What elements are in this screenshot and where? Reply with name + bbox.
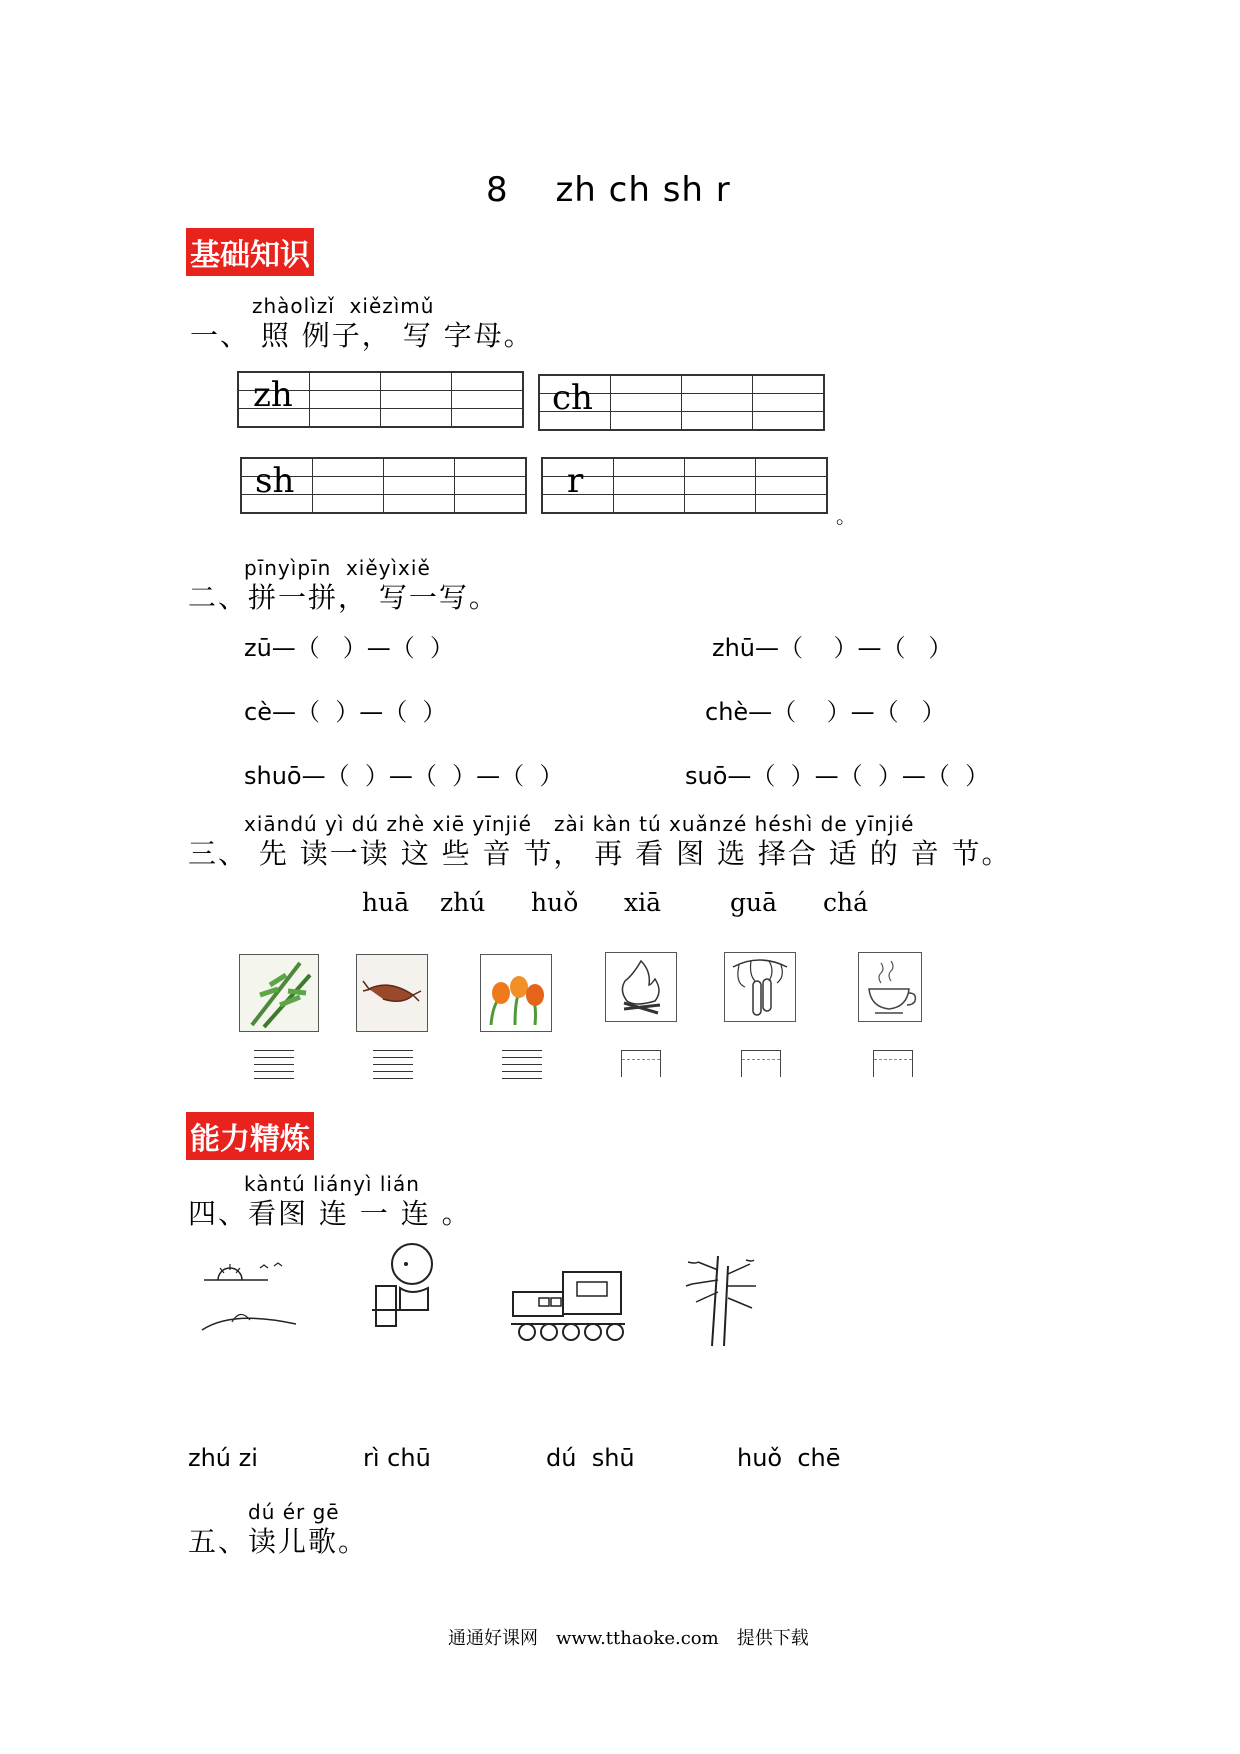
- answer-lines-1[interactable]: [254, 1050, 294, 1085]
- answer-lines-2[interactable]: [373, 1050, 413, 1085]
- spelling-line-ce[interactable]: cè—（ ）—（ ）: [244, 698, 447, 726]
- spelling-line-che[interactable]: chè—（ ）—（ ）: [705, 698, 946, 726]
- sunrise-picture: [198, 1256, 298, 1336]
- example-letter-zh: zh: [253, 375, 293, 415]
- tea-picture: [858, 952, 922, 1022]
- bamboo-grove-picture: [668, 1246, 774, 1348]
- match-word-richu[interactable]: rì chū: [363, 1444, 431, 1472]
- syllable-zhu: zhú: [440, 888, 486, 917]
- section-badge-practice: 能力精炼: [186, 1112, 314, 1160]
- answer-box-4[interactable]: [621, 1050, 661, 1077]
- shrimp-picture: [356, 954, 428, 1032]
- q5-pinyin: dú ér gē: [248, 1500, 340, 1524]
- q3-pinyin: xiāndú yì dú zhè xiē yīnjié zài kàn tú xuǎnzé héshì de yīnjié: [244, 812, 915, 836]
- fire-picture: [605, 952, 677, 1022]
- q3-question: 三、 先 读一读 这 些 音 节， 再 看 图 选 择合 适 的 音 节。: [188, 837, 1012, 870]
- answer-box-6[interactable]: [873, 1050, 913, 1077]
- answer-lines-3[interactable]: [502, 1050, 542, 1085]
- match-word-dushu[interactable]: dú shū: [546, 1444, 635, 1472]
- melon-picture: [724, 952, 796, 1022]
- match-word-huoche[interactable]: huǒ chē: [737, 1444, 841, 1472]
- syllable-xia: xiā: [624, 888, 661, 917]
- q4-pinyin: kàntú liányì lián: [244, 1172, 420, 1196]
- syllable-huo: huǒ: [531, 888, 579, 917]
- answer-box-5[interactable]: [741, 1050, 781, 1077]
- example-letter-ch: ch: [552, 378, 593, 418]
- q2-question: 二、拼一拼， 写一写。: [188, 581, 499, 614]
- train-picture: [503, 1266, 633, 1346]
- bamboo-picture: [239, 954, 319, 1032]
- q1-question: 一、 照 例子， 写 字母。: [190, 319, 534, 352]
- q2-pinyin: pīnyìpīn xiěyìxiě: [244, 556, 431, 580]
- section-badge-basics: 基础知识: [186, 228, 314, 276]
- syllable-hua: huā: [362, 888, 410, 917]
- syllable-gua: guā: [730, 888, 778, 917]
- match-word-zhuzi[interactable]: zhú zi: [188, 1444, 258, 1472]
- spelling-line-shuo[interactable]: shuō—（ ）—（ ）—（ ）: [244, 762, 564, 790]
- writing-grid-r[interactable]: [541, 457, 828, 514]
- example-letter-r: r: [567, 461, 584, 501]
- flower-picture: [480, 954, 552, 1032]
- syllable-cha: chá: [823, 888, 869, 917]
- q4-question: 四、看图 连 一 连 。: [188, 1197, 472, 1230]
- q1-pinyin: zhàolìzǐ xiězìmǔ: [252, 294, 435, 318]
- reading-boy-picture: [366, 1238, 450, 1334]
- page-title: 8 zh ch sh r: [486, 170, 731, 210]
- spelling-line-zu[interactable]: zū—（ ）—（ ）: [244, 634, 454, 662]
- footer-credit: 通通好课网 www.tthaoke.com 提供下载: [448, 1628, 809, 1649]
- q5-question: 五、读儿歌。: [188, 1525, 369, 1558]
- spelling-line-suo[interactable]: suō—（ ）—（ ）—（ ）: [685, 762, 990, 790]
- q1-end-mark: 。: [836, 504, 856, 528]
- example-letter-sh: sh: [255, 461, 295, 501]
- spelling-line-zhu[interactable]: zhū—（ ）—（ ）: [712, 634, 953, 662]
